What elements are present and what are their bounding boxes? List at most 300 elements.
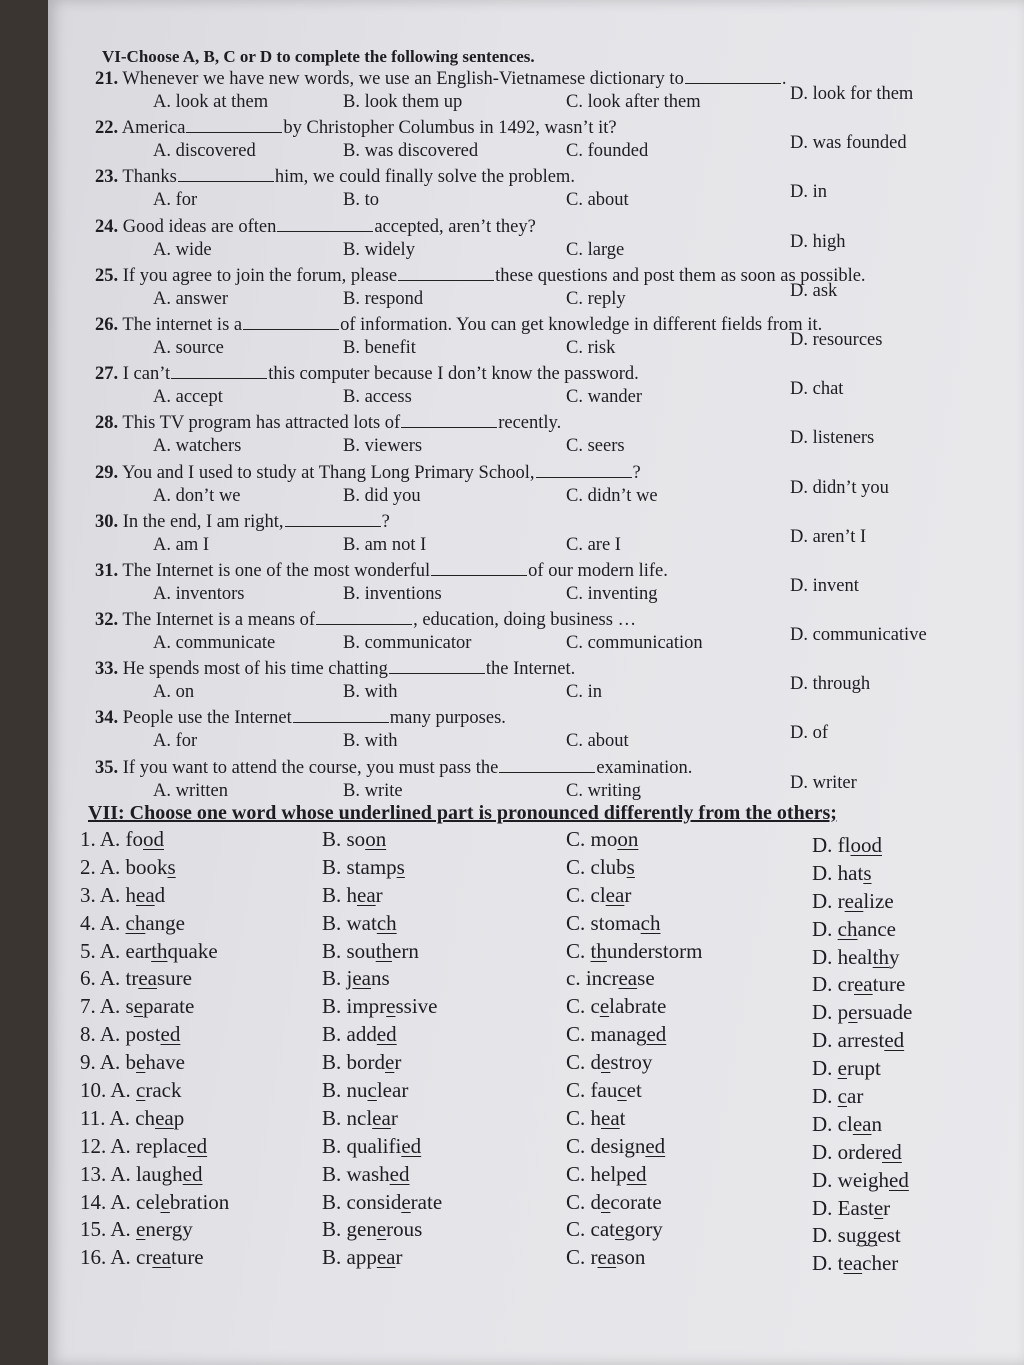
- word-prefix: c. incr: [566, 966, 619, 991]
- question-text: [95, 609, 636, 631]
- underlined-part: ed: [376, 1022, 397, 1047]
- question-number: 29.: [95, 462, 119, 483]
- word-suffix: rous: [386, 1217, 423, 1242]
- option-b[interactable]: B. am not I: [343, 534, 427, 555]
- word-prefix: C. cat: [566, 1217, 615, 1242]
- question-row: [0, 705, 1024, 754]
- option-d[interactable]: D. was founded: [790, 133, 907, 154]
- option-b[interactable]: B. with: [343, 682, 398, 703]
- option-d[interactable]: D. invent: [790, 575, 859, 596]
- word-option-c[interactable]: [566, 1050, 652, 1075]
- word-prefix: C. d: [566, 1189, 602, 1214]
- option-a[interactable]: A. answer: [153, 288, 229, 309]
- answer-blank[interactable]: [178, 166, 274, 182]
- underlined-part: ch: [376, 910, 397, 935]
- question-row: [0, 263, 1024, 312]
- question-text: [95, 757, 692, 779]
- option-d[interactable]: D. chat: [790, 379, 844, 400]
- underlined-part: ea: [601, 1105, 620, 1130]
- question-text: [95, 68, 786, 90]
- question-stem: The Internet is one of the most wonderful: [122, 560, 431, 581]
- word-option-b[interactable]: [322, 883, 383, 908]
- answer-blank[interactable]: [401, 412, 497, 428]
- word-option-a[interactable]: [80, 1106, 184, 1131]
- word-prefix: B. bord: [322, 1050, 385, 1075]
- word-prefix: 8. A. post: [80, 1022, 161, 1047]
- pronunciation-row: [0, 994, 1024, 1025]
- option-b[interactable]: B. look them up: [343, 92, 463, 112]
- word-suffix: y: [889, 944, 900, 969]
- option-a[interactable]: A. am I: [153, 534, 209, 555]
- question-stem: People use the Internet: [122, 708, 292, 729]
- underlined-part: th: [590, 938, 607, 963]
- question-tail: ?: [632, 462, 641, 483]
- underlined-part: ea: [152, 1245, 171, 1270]
- pronunciation-row: [0, 1245, 1024, 1276]
- question-stem: If you agree to join the forum, please: [122, 265, 398, 286]
- option-c[interactable]: C. wander: [566, 387, 643, 408]
- question-number: 28.: [95, 413, 119, 434]
- underlined-part: on: [617, 827, 639, 851]
- option-b[interactable]: B. to: [343, 190, 379, 211]
- word-suffix: r: [394, 1050, 402, 1075]
- underlined-part: th: [872, 944, 889, 969]
- option-b[interactable]: B. respond: [343, 288, 424, 309]
- word-option-a[interactable]: [80, 1134, 207, 1159]
- question-number: 26.: [95, 314, 119, 335]
- pronunciation-row: [0, 1050, 1024, 1081]
- word-suffix: corate: [610, 1189, 662, 1214]
- option-a[interactable]: A. on: [153, 682, 195, 703]
- word-suffix: cher: [862, 1251, 899, 1276]
- underlined-part: e: [599, 994, 610, 1019]
- pronunciation-row: [0, 1162, 1024, 1190]
- word-option-b[interactable]: [322, 855, 405, 880]
- word-prefix: B. app: [322, 1245, 377, 1270]
- pronunciation-row: [0, 1022, 1024, 1053]
- word-suffix: et: [626, 1078, 642, 1103]
- word-suffix: p: [173, 1105, 185, 1130]
- pronunciation-row: [0, 827, 1024, 855]
- word-suffix: d: [154, 882, 166, 907]
- word-option-b[interactable]: [322, 1162, 410, 1187]
- question-number: 21.: [95, 69, 119, 89]
- underlined-part: e: [848, 1000, 858, 1025]
- question-number: 31.: [95, 560, 119, 581]
- word-prefix: C. cl: [566, 882, 606, 907]
- word-option-b[interactable]: [322, 1245, 402, 1270]
- question-tail: examination.: [596, 757, 693, 778]
- word-option-a[interactable]: [80, 1217, 193, 1242]
- answer-blank[interactable]: [293, 707, 389, 723]
- question-stem: You and I used to study at Thang Long Primary School,: [122, 462, 535, 483]
- word-option-b[interactable]: [322, 1134, 421, 1159]
- question-stem: The internet is a: [122, 314, 243, 335]
- question-row: [0, 460, 1024, 509]
- question-tail: him, we could finally solve the problem.: [274, 167, 575, 188]
- word-prefix: D. East: [812, 1195, 874, 1220]
- word-suffix: ance: [857, 916, 896, 941]
- question-stem: If you want to attend the course, you must pass the: [122, 757, 499, 778]
- option-d[interactable]: D. communicative: [790, 625, 927, 646]
- pronunciation-row: [0, 883, 1024, 911]
- question-number: 33.: [95, 659, 119, 680]
- word-prefix: 14. A. cel: [80, 1189, 161, 1214]
- word-option-c[interactable]: [566, 1078, 642, 1103]
- question-tail: .: [781, 69, 787, 89]
- word-prefix: 10. A.: [80, 1078, 137, 1103]
- question-text: [95, 265, 866, 287]
- option-b[interactable]: B. access: [343, 387, 412, 408]
- section-vii-title: VII: Choose one word whose underlined part is pronounced differently from the others;: [88, 802, 837, 824]
- word-prefix: D. heal: [812, 944, 873, 969]
- word-option-a[interactable]: [80, 1050, 185, 1075]
- question-row: [0, 656, 1024, 705]
- option-d[interactable]: D. writer: [790, 772, 857, 793]
- question-number: 27.: [95, 364, 119, 385]
- word-suffix: rsuade: [857, 1000, 913, 1025]
- question-stem: Whenever we have new words, we use an English-Vietnamese dictionary to: [122, 69, 684, 89]
- word-option-b[interactable]: [322, 966, 390, 991]
- question-text: [95, 511, 390, 533]
- word-option-b[interactable]: [322, 1022, 397, 1047]
- question-stem: Good ideas are often: [122, 216, 277, 237]
- underlined-part: on: [365, 827, 387, 851]
- word-suffix: r: [624, 882, 632, 907]
- option-c[interactable]: C. risk: [566, 337, 616, 358]
- pronunciation-row: [0, 1134, 1024, 1162]
- option-b[interactable]: B. did you: [343, 485, 421, 506]
- word-option-c[interactable]: [566, 966, 655, 991]
- pronunciation-row: [0, 939, 1024, 967]
- option-a[interactable]: A. accept: [153, 387, 223, 408]
- question-stem: This TV program has attracted lots of: [122, 413, 401, 434]
- option-a[interactable]: A. communicate: [153, 633, 276, 654]
- answer-blank[interactable]: [536, 462, 632, 478]
- underlined-part: ood: [850, 833, 882, 857]
- option-a[interactable]: A. written: [153, 780, 229, 801]
- option-b[interactable]: B. widely: [343, 239, 415, 260]
- answer-blank[interactable]: [499, 757, 595, 773]
- word-option-c[interactable]: [566, 827, 638, 852]
- answer-blank[interactable]: [431, 560, 527, 576]
- word-prefix: D. r: [812, 888, 845, 913]
- option-c[interactable]: C. large: [566, 239, 625, 260]
- word-prefix: B. nu: [322, 1078, 368, 1103]
- answer-blank[interactable]: [285, 511, 381, 527]
- word-suffix: ern: [392, 938, 419, 963]
- word-suffix: est: [877, 1223, 901, 1248]
- word-option-a[interactable]: [80, 1162, 203, 1187]
- question-tail: ?: [381, 511, 390, 532]
- option-b[interactable]: B. inventions: [343, 583, 442, 604]
- question-text: [95, 658, 575, 680]
- word-option-c[interactable]: [566, 1106, 626, 1131]
- option-d[interactable]: D. through: [790, 674, 871, 695]
- word-option-c[interactable]: [566, 1245, 645, 1270]
- option-c[interactable]: C. are I: [566, 534, 621, 555]
- question-tail: these questions and post them as soon as possible.: [495, 265, 866, 286]
- option-c[interactable]: C. about: [566, 731, 629, 752]
- option-b[interactable]: B. viewers: [343, 436, 423, 457]
- option-a[interactable]: A. source: [153, 337, 224, 358]
- word-option-c[interactable]: [566, 911, 661, 936]
- word-option-c[interactable]: [566, 1217, 663, 1242]
- option-d[interactable]: D. of: [790, 723, 829, 744]
- option-b[interactable]: B. write: [343, 780, 403, 801]
- option-c[interactable]: C. founded: [566, 141, 649, 162]
- underlined-part: e: [160, 1189, 170, 1214]
- word-prefix: C.: [566, 938, 591, 963]
- question-text: [95, 216, 536, 238]
- question-row: [0, 607, 1024, 656]
- option-c[interactable]: C. inventing: [566, 583, 658, 604]
- underlined-part: ed: [884, 1028, 905, 1053]
- option-d[interactable]: D. aren’t I: [790, 526, 867, 547]
- underlined-part: th: [375, 938, 393, 963]
- word-prefix: C. mo: [566, 827, 618, 851]
- underlined-part: e: [136, 1050, 146, 1075]
- option-a[interactable]: A. wide: [153, 239, 212, 260]
- word-prefix: 4. A.: [80, 910, 126, 935]
- word-suffix: se: [637, 966, 655, 991]
- underlined-part: e: [136, 1217, 146, 1242]
- word-suffix: rate: [410, 1189, 443, 1214]
- word-option-b[interactable]: [322, 1078, 408, 1103]
- word-prefix: C. c: [566, 994, 600, 1019]
- word-option-b[interactable]: [322, 827, 386, 852]
- question-row: [0, 115, 1024, 164]
- word-option-c[interactable]: [566, 1162, 647, 1187]
- option-a[interactable]: A. look at them: [153, 92, 269, 112]
- word-suffix: rupt: [847, 1056, 881, 1081]
- question-tail: of our modern life.: [528, 560, 668, 581]
- question-row: [0, 361, 1024, 410]
- multiple-choice-list: [0, 66, 1024, 804]
- option-c[interactable]: C. writing: [566, 780, 642, 801]
- option-a[interactable]: A. watchers: [153, 436, 242, 457]
- question-number: 25.: [95, 265, 119, 286]
- word-prefix: D. cr: [812, 972, 854, 997]
- word-suffix: ssive: [395, 994, 438, 1019]
- word-option-c[interactable]: [566, 1190, 662, 1215]
- question-text: [95, 314, 822, 336]
- word-prefix: D. su: [812, 1223, 857, 1248]
- word-prefix: C. design: [566, 1133, 646, 1158]
- word-prefix: D. cl: [812, 1111, 853, 1136]
- underlined-part: e: [873, 1195, 884, 1220]
- word-suffix: ange: [145, 910, 185, 935]
- question-row: [0, 755, 1024, 804]
- answer-blank[interactable]: [398, 265, 494, 281]
- word-prefix: C. d: [566, 1050, 602, 1075]
- word-prefix: B. wat: [322, 910, 377, 935]
- option-d[interactable]: D. didn’t you: [790, 477, 889, 498]
- word-option-a[interactable]: [80, 883, 165, 908]
- word-prefix: 2. A. book: [80, 854, 168, 879]
- option-c[interactable]: C. in: [566, 682, 602, 703]
- word-option-c[interactable]: [566, 994, 666, 1019]
- question-number: 30.: [95, 511, 119, 532]
- answer-blank[interactable]: [243, 314, 339, 330]
- option-c[interactable]: C. look after them: [566, 92, 701, 112]
- option-b[interactable]: B. with: [343, 731, 398, 752]
- underlined-part: ea: [138, 966, 157, 991]
- option-b[interactable]: B. communicator: [343, 633, 472, 654]
- word-option-a[interactable]: [80, 939, 218, 964]
- pronunciation-row: [0, 855, 1024, 883]
- word-prefix: D.: [812, 1084, 838, 1109]
- question-stem: America: [121, 118, 186, 139]
- answer-blank[interactable]: [186, 117, 282, 133]
- word-prefix: D. order: [812, 1139, 882, 1164]
- word-prefix: 12. A. replac: [80, 1133, 188, 1158]
- option-d[interactable]: D. in: [790, 182, 827, 203]
- option-a[interactable]: A. discovered: [153, 141, 256, 162]
- underlined-part: c: [837, 1084, 847, 1109]
- pronunciation-row: [0, 1190, 1024, 1218]
- word-prefix: C. fau: [566, 1078, 618, 1103]
- word-option-a[interactable]: [80, 911, 185, 936]
- underlined-part: e: [401, 1189, 411, 1214]
- word-option-a[interactable]: [80, 1022, 180, 1047]
- word-prefix: 6. A. tr: [80, 966, 139, 991]
- underlined-part: ea: [155, 1105, 174, 1130]
- word-prefix: B. sou: [322, 938, 376, 963]
- word-suffix: rack: [145, 1078, 182, 1103]
- option-a[interactable]: A. for: [153, 190, 198, 211]
- word-prefix: B. gen: [322, 1217, 377, 1242]
- word-option-b[interactable]: [322, 1190, 442, 1215]
- underlined-part: ed: [401, 1133, 422, 1158]
- word-suffix: bration: [169, 1189, 230, 1214]
- underlined-part: ed: [160, 1022, 181, 1047]
- underlined-part: e: [614, 1217, 625, 1242]
- word-option-b[interactable]: [322, 1217, 422, 1242]
- underlined-part: ed: [889, 1167, 909, 1192]
- pronunciation-row: [0, 1217, 1024, 1248]
- underlined-part: e: [601, 1189, 611, 1214]
- word-suffix: labrate: [609, 994, 667, 1019]
- underlined-part: e: [386, 994, 396, 1019]
- word-option-c[interactable]: [566, 883, 631, 908]
- question-stem: In the end, I am right,: [122, 511, 284, 532]
- option-a[interactable]: A. inventors: [153, 583, 245, 604]
- word-prefix: B. add: [322, 1022, 377, 1047]
- word-suffix: nergy: [145, 1217, 193, 1242]
- underlined-part: ed: [389, 1161, 410, 1186]
- word-suffix: t: [619, 1105, 626, 1130]
- word-option-c[interactable]: [566, 1022, 666, 1047]
- underlined-part: ea: [352, 966, 371, 991]
- word-option-a[interactable]: [80, 1245, 204, 1270]
- word-prefix: D.: [812, 916, 838, 941]
- word-option-c[interactable]: [566, 939, 703, 964]
- question-stem: I can’t: [122, 364, 171, 385]
- underlined-part: ed: [645, 1133, 666, 1158]
- word-option-a[interactable]: [80, 1078, 181, 1103]
- underlined-part: s: [167, 854, 176, 879]
- answer-blank[interactable]: [277, 216, 373, 232]
- underlined-part: ea: [136, 882, 155, 907]
- word-option-d[interactable]: [812, 1251, 898, 1276]
- underlined-part: c: [367, 1078, 377, 1103]
- underlined-part: ch: [640, 910, 661, 935]
- word-option-b[interactable]: [322, 1106, 398, 1131]
- option-d[interactable]: D. resources: [790, 329, 883, 350]
- underlined-part: ea: [618, 966, 638, 991]
- word-option-a[interactable]: [80, 827, 164, 852]
- word-option-c[interactable]: [566, 1134, 665, 1159]
- word-option-b[interactable]: [322, 994, 438, 1019]
- underlined-part: th: [151, 938, 168, 963]
- option-d[interactable]: D. ask: [790, 280, 838, 301]
- option-d[interactable]: D. listeners: [790, 428, 875, 449]
- question-text: [95, 166, 575, 188]
- underlined-part: ea: [357, 882, 376, 907]
- word-suffix: have: [145, 1050, 185, 1075]
- word-option-b[interactable]: [322, 1050, 401, 1075]
- underlined-part: ch: [837, 916, 858, 941]
- underlined-part: ed: [182, 1161, 203, 1186]
- word-option-b[interactable]: [322, 911, 397, 936]
- word-option-a[interactable]: [80, 994, 194, 1019]
- question-tail: this computer because I don’t know the password.: [268, 364, 639, 385]
- word-prefix: B. qualifi: [322, 1133, 402, 1158]
- option-c[interactable]: C. reply: [566, 288, 626, 309]
- underlined-part: s: [626, 854, 635, 879]
- underlined-part: ed: [646, 1022, 667, 1047]
- option-b[interactable]: B. benefit: [343, 337, 416, 358]
- question-stem: He spends most of his time chatting: [122, 659, 388, 680]
- word-option-c[interactable]: [566, 855, 635, 880]
- question-tail: by Christopher Columbus in 1492, wasn’t it?: [283, 118, 617, 139]
- section-vi-title: VI-Choose A, B, C or D to complete the following sentences.: [102, 47, 535, 66]
- underlined-part: ea: [372, 1105, 391, 1130]
- word-suffix: ns: [371, 966, 390, 991]
- option-d[interactable]: D. high: [790, 231, 846, 252]
- question-tail: recently.: [498, 413, 562, 434]
- option-c[interactable]: C. communication: [566, 633, 703, 654]
- option-c[interactable]: C. seers: [566, 436, 625, 457]
- word-option-b[interactable]: [322, 939, 419, 964]
- option-a[interactable]: A. don’t we: [153, 485, 241, 506]
- question-number: 23.: [95, 167, 119, 188]
- option-c[interactable]: C. about: [566, 190, 629, 211]
- word-prefix: D. t: [812, 1251, 844, 1276]
- question-stem: Thanks: [122, 167, 177, 188]
- word-option-a[interactable]: [80, 1190, 229, 1215]
- pronunciation-list: [0, 827, 1024, 1276]
- question-stem: The Internet is a means of: [122, 610, 316, 631]
- option-d[interactable]: D. look for them: [790, 84, 914, 104]
- question-number: 32.: [95, 610, 119, 631]
- word-suffix: quake: [167, 938, 218, 963]
- option-a[interactable]: A. for: [153, 731, 198, 752]
- option-b[interactable]: B. was discovered: [343, 141, 479, 162]
- answer-blank[interactable]: [171, 363, 267, 379]
- word-prefix: D. fl: [812, 833, 851, 857]
- word-prefix: D.: [812, 1056, 838, 1081]
- word-option-a[interactable]: [80, 855, 176, 880]
- answer-blank[interactable]: [316, 609, 412, 625]
- answer-blank[interactable]: [389, 658, 485, 674]
- option-c[interactable]: C. didn’t we: [566, 485, 658, 506]
- word-suffix: ture: [872, 972, 906, 997]
- word-suffix: ar: [847, 1084, 864, 1109]
- answer-blank[interactable]: [685, 68, 781, 84]
- word-option-a[interactable]: [80, 966, 192, 991]
